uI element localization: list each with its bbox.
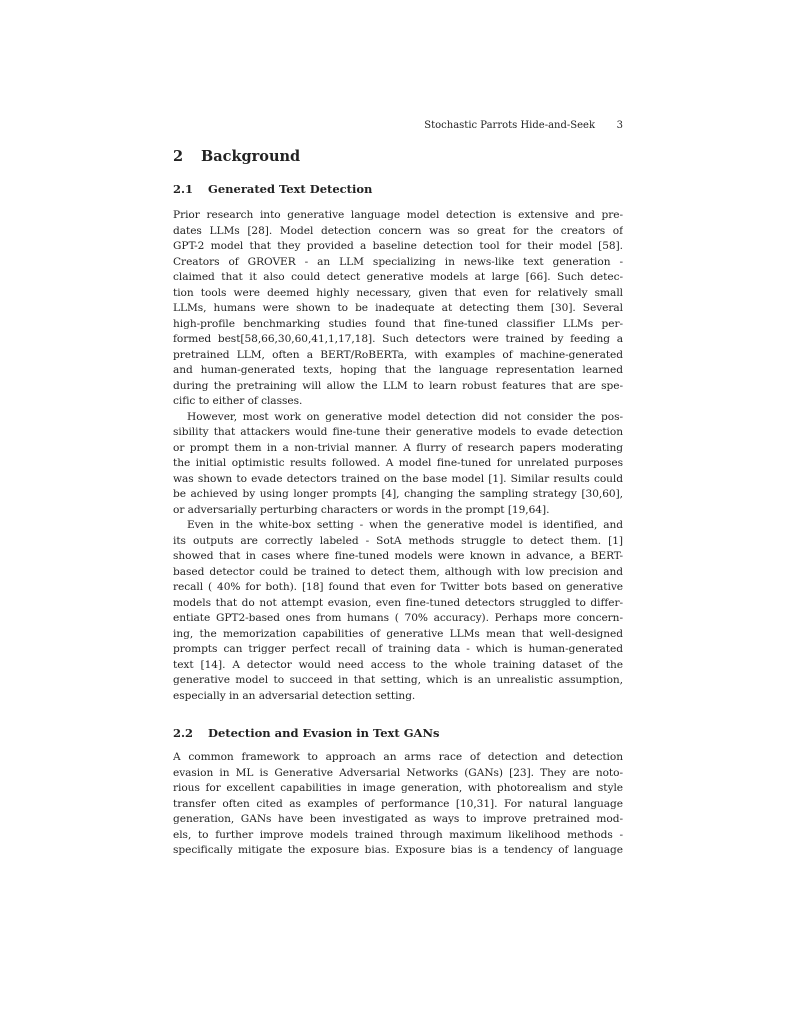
subsection-number: 2.2 bbox=[173, 726, 194, 740]
text-line: recall ( 40% for both). [18] found that even for Twitter bots based on generative bbox=[173, 581, 623, 593]
section-title: Background bbox=[201, 148, 301, 165]
text-line: or adversarially perturbing characters or words in the prompt [19,64]. bbox=[173, 503, 550, 516]
text-line: pretrained LLM, often a BERT/RoBERTa, with examples of machine-generated bbox=[173, 348, 623, 361]
text-line: specifically mitigate the exposure bias. Exposure bias is a tendency of language bbox=[173, 844, 623, 856]
text-line: during the pretraining will allow the LLM to learn robust features that are spe- bbox=[173, 379, 623, 392]
text-line: els, to further improve models trained through maximum likelihood methods - bbox=[173, 828, 623, 841]
text-line: sibility that attackers would fine-tune their generative models to evade detection bbox=[173, 426, 623, 438]
text-line: high-profile benchmarking studies found that fine-tuned classifier LLMs per- bbox=[173, 317, 623, 330]
body-text-generated-text-detection bbox=[173, 208, 623, 704]
text-line: formed best[58,66,30,60,41,1,17,18]. Such detectors were trained by feeding a bbox=[173, 333, 623, 345]
text-line: showed that in cases where fine-tuned models were known in advance, a BERT- bbox=[173, 550, 623, 562]
text-line: models that do not attempt evasion, even fine-tuned detectors struggled to differ- bbox=[173, 596, 623, 609]
text-line: be achieved by using longer prompts [4], changing the sampling strategy [30,60], bbox=[173, 488, 623, 500]
text-line: rious for excellent capabilities in image generation, with photorealism and style bbox=[173, 782, 623, 794]
text-line: or prompt them in a non-trivial manner. A flurry of research papers moderating bbox=[173, 441, 623, 454]
text-line: transfer often cited as examples of performance [10,31]. For natural language bbox=[173, 797, 623, 810]
text-line: evasion in ML is Generative Adversarial Networks (GANs) [23]. They are noto- bbox=[173, 766, 623, 779]
text-line: prompts can trigger perfect recall of training data - which is human-generated bbox=[173, 643, 623, 655]
text-line: Creators of GROVER - an LLM specializing in news-like text generation - bbox=[173, 255, 623, 268]
section-heading bbox=[173, 148, 300, 166]
body-text-detection-evasion-gans bbox=[173, 750, 623, 859]
text-line: Prior research into generative language model detection is extensive and pre- bbox=[173, 209, 623, 221]
text-line: ing, the memorization capabilities of generative LLMs mean that well-designed bbox=[173, 627, 623, 640]
text-line: and human-generated texts, hoping that the language representation learned bbox=[173, 364, 623, 376]
text-line: GPT-2 model that they provided a baseline detection tool for their model [58]. bbox=[173, 240, 623, 252]
section-number: 2 bbox=[173, 148, 184, 165]
text-line: LLMs, humans were shown to be inadequate at detecting them [30]. Several bbox=[173, 302, 623, 314]
text-line: tion tools were deemed highly necessary, given that even for relatively small bbox=[173, 286, 623, 299]
text-line: dates LLMs [28]. Model detection concern was so great for the creators of bbox=[173, 224, 623, 237]
running-head-title: Stochastic Parrots Hide-and-Seek bbox=[424, 120, 595, 131]
subsection-title: Generated Text Detection bbox=[208, 182, 373, 196]
text-line: A common framework to approach an arms race of detection and detection bbox=[173, 751, 623, 763]
text-line: cific to either of classes. bbox=[173, 395, 303, 407]
text-line: was shown to evade detectors trained on the base model [1]. Similar results could bbox=[173, 472, 623, 485]
text-line: generation, GANs have been investigated as ways to improve pretrained mod- bbox=[173, 813, 623, 825]
subsection-number: 2.1 bbox=[173, 182, 194, 196]
subsection-heading-detection-evasion-gans bbox=[173, 725, 439, 741]
text-line: especially in an adversarial detection setting. bbox=[173, 689, 416, 702]
text-line: based detector could be trained to detect them, although with low precision and bbox=[173, 565, 623, 578]
text-line: the initial optimistic results followed. A model fine-tuned for unrelated purposes bbox=[173, 457, 623, 469]
running-head bbox=[173, 119, 623, 133]
text-line: its outputs are correctly labeled - SotA methods struggle to detect them. [1] bbox=[173, 534, 623, 547]
subsection-title: Detection and Evasion in Text GANs bbox=[208, 726, 440, 740]
text-line: entiate GPT2-based ones from humans ( 70% accuracy). Perhaps more concern- bbox=[173, 612, 623, 624]
page-number: 3 bbox=[616, 120, 623, 131]
text-line: generative model to succeed in that setting, which is an unrealistic assumption, bbox=[173, 674, 623, 686]
subsection-heading-generated-text-detection bbox=[173, 181, 372, 197]
text-line: claimed that it also could detect generative models at large [66]. Such detec- bbox=[173, 271, 623, 283]
text-line: However, most work on generative model detection did not consider the pos- bbox=[187, 410, 623, 423]
text-line: text [14]. A detector would need access to the whole training dataset of the bbox=[173, 658, 623, 671]
text-line: Even in the white-box setting - when the generative model is identified, and bbox=[187, 519, 623, 531]
